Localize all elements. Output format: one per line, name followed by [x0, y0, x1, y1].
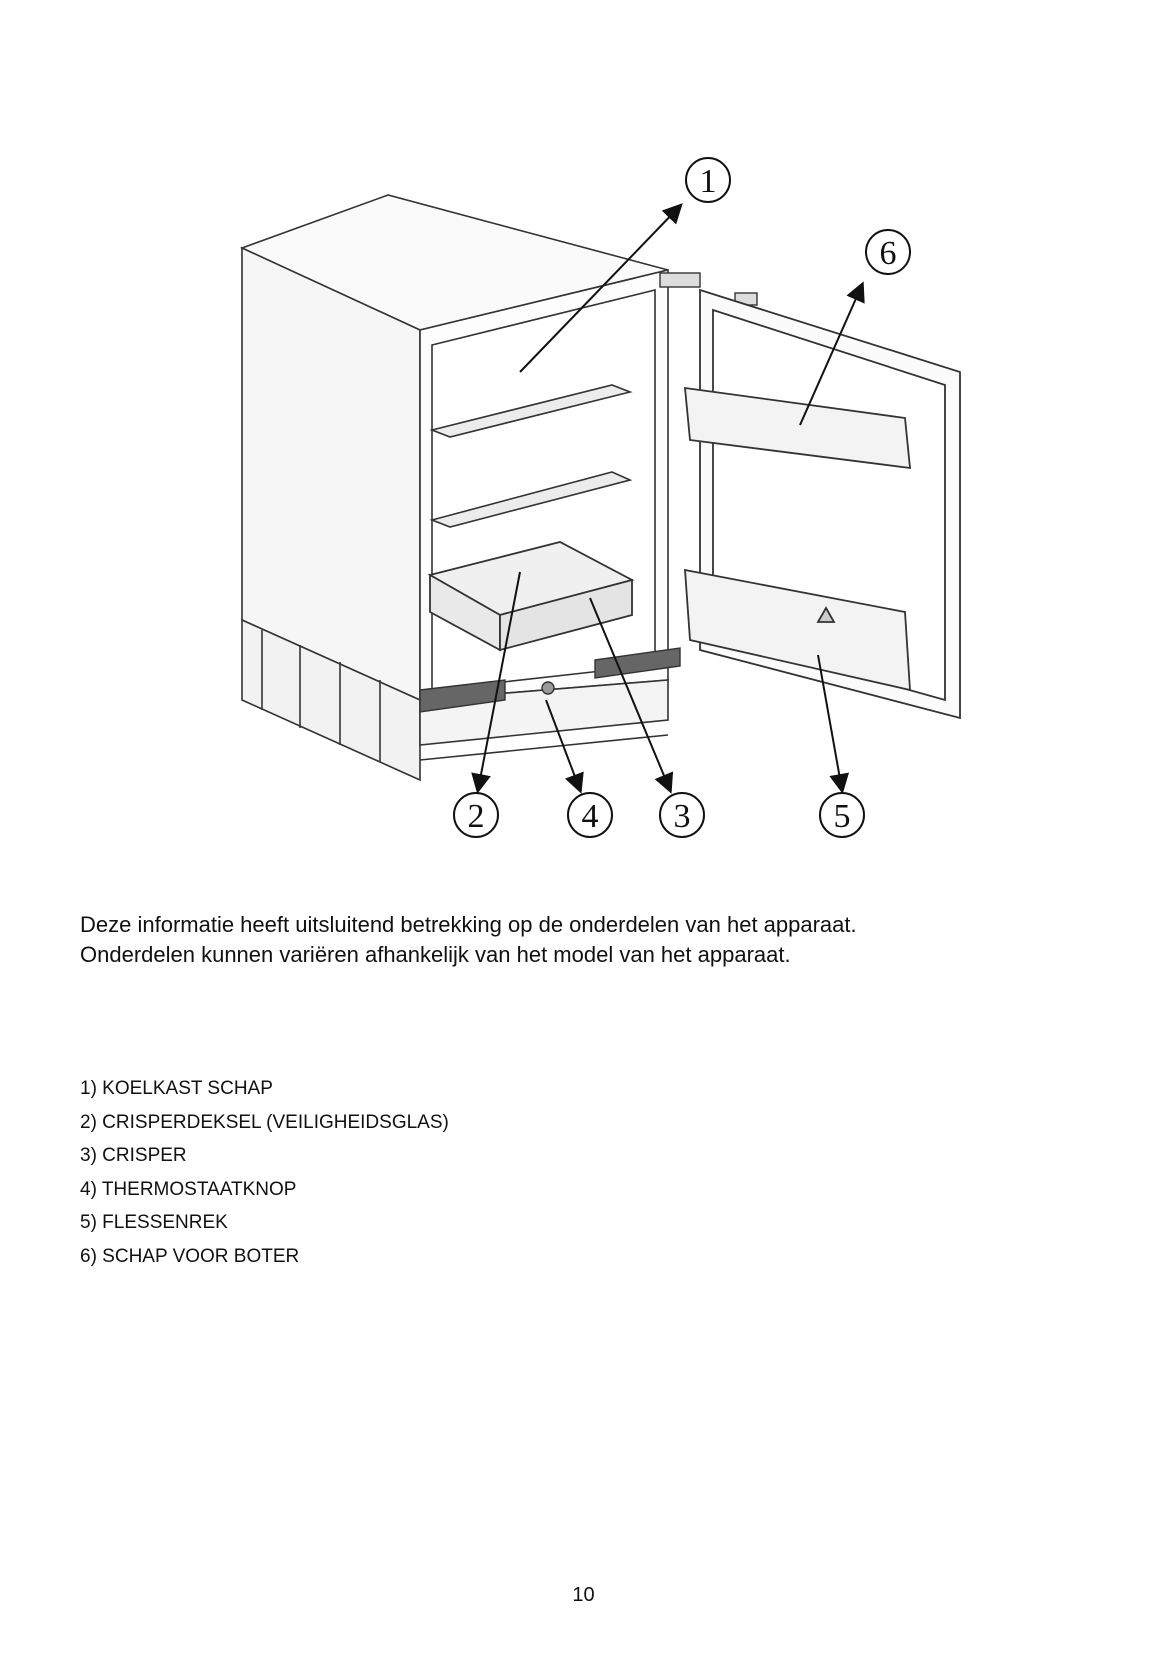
intro-line-2: Onderdelen kunnen variëren afhankelijk van het model van het apparaat. — [80, 942, 791, 967]
page-number: 10 — [572, 1584, 595, 1606]
part-item-1: 1) KOELKAST SCHAP — [80, 1078, 273, 1099]
door — [685, 290, 960, 718]
callout-number-2: 2 — [467, 798, 485, 835]
parts-list — [80, 1072, 449, 1273]
part-item-2: 2) CRISPERDEKSEL (VEILIGHEIDSGLAS) — [80, 1111, 449, 1133]
intro-text — [80, 910, 1080, 970]
callout-5 — [820, 793, 864, 837]
part-item-3: 3) CRISPER — [80, 1145, 187, 1166]
callout-4 — [568, 793, 612, 837]
callout-1 — [686, 158, 730, 202]
intro-line-1: Deze informatie heeft uitsluitend betrekking op de onderdelen van het apparaat. — [80, 912, 857, 937]
part-item-4: 4) THERMOSTAATKNOP — [80, 1178, 297, 1200]
callout-number-3: 3 — [673, 798, 691, 835]
callout-number-4: 4 — [581, 798, 599, 835]
part-item-6: 6) SCHAP VOOR BOTER — [80, 1245, 300, 1267]
callout-number-5: 5 — [833, 798, 851, 835]
callout-number-6: 6 — [879, 235, 897, 272]
callout-2 — [454, 793, 498, 837]
callout-number-1: 1 — [699, 163, 717, 200]
part-item-5: 5) FLESSENREK — [80, 1212, 228, 1233]
callout-6 — [866, 230, 910, 274]
callout-3 — [660, 793, 704, 837]
